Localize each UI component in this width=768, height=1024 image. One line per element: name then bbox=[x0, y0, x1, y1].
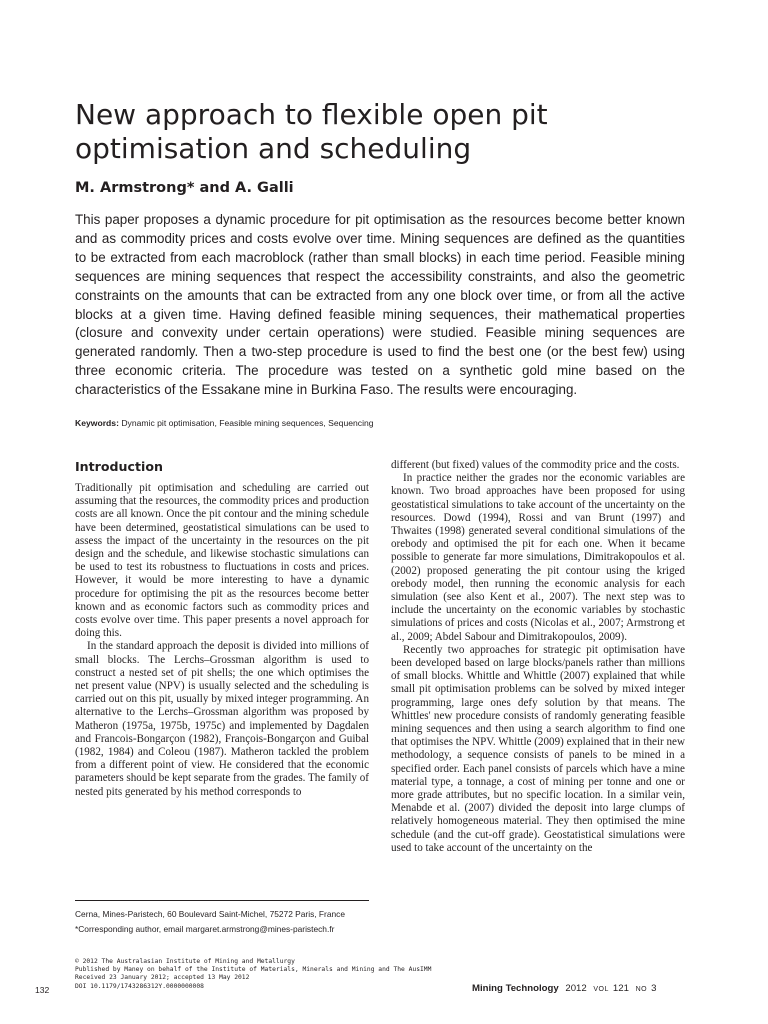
issue-number: 3 bbox=[651, 983, 657, 994]
volume-number: 121 bbox=[612, 983, 629, 994]
paragraph: Traditionally pit optimisation and scheduling are carried out assuming that the resources, the commodity prices and production costs are all known. Once the pit contour and the mining schedule have been determined, geostatistical simulations can be used to assess the impact of the uncertainty in the resources on the pit design and the schedule, and likewise stochastic simulations can be used to test its robustness to fluctuations in costs and prices. However, it would be more interesting to have a dynamic procedure for optimising the pit as the resources become better known and as economic factors such as commodity prices and costs evolve over time. This paper presents a novel approach for doing this. bbox=[75, 482, 369, 640]
keywords bbox=[75, 418, 685, 428]
received-line: Received 23 January 2012; accepted 13 May 2012 bbox=[75, 974, 250, 982]
page-number: 132 bbox=[35, 985, 50, 995]
left-column bbox=[75, 458, 369, 799]
volume-label: VOL bbox=[593, 986, 609, 993]
right-column bbox=[391, 459, 685, 855]
journal-name: Mining Technology bbox=[472, 983, 559, 994]
footnote-divider bbox=[75, 900, 369, 901]
journal-footer bbox=[472, 983, 660, 994]
issue-label: NO bbox=[635, 986, 648, 993]
journal-year: 2012 bbox=[565, 983, 587, 994]
publication-info bbox=[75, 958, 475, 991]
copyright-line: © 2012 The Australasian Institute of Mining and Metallurgy bbox=[75, 958, 295, 965]
doi-line: DOI 10.1179/1743286312Y.0000000008 bbox=[75, 982, 204, 990]
section-heading-introduction: Introduction bbox=[75, 459, 163, 474]
article-title: New approach to flexible open pit optimisation and scheduling bbox=[75, 98, 548, 165]
affiliation: Cerna, Mines-Paristech, 60 Boulevard Saint-Michel, 75272 Paris, France bbox=[75, 909, 345, 919]
paragraph: different (but fixed) values of the commodity price and the costs. bbox=[391, 459, 680, 471]
article-authors: M. Armstrong* and A. Galli bbox=[75, 180, 294, 196]
paragraph: Recently two approaches for strategic pit optimisation have been developed based on large blocks/panels rather than millions of small blocks. Whittle and Whittle (2007) explained that while small pit optimisation problems can be solved by mixed integer programming, large ones defy solution by that means. The Whittles' new procedure consists of randomly generating feasible mining sequences and then using a search algorithm to find one that optimises the NPV. Whittle (2009) explained that in their new methodology, a sequence consists of panels to be mined in a specified order. Each panel consists of parcels which have a mine material type, a tonnage, a cost of mining per tonne and one or more grade attributes, but no specific location. In a similar vein, Menabde et al. (2007) divided the deposit into large clumps of relatively homogeneous material. They then optimised the mine schedule (and the cut-off grade). Geostatistical simulations were used to take account of the uncertainty on the bbox=[391, 643, 685, 854]
publisher-line: Published by Maney on behalf of the Institute of Materials, Minerals and Mining and The AusIMM bbox=[75, 966, 432, 974]
keywords-label: Keywords: bbox=[75, 418, 119, 428]
corresponding-author: *Corresponding author, email margaret.armstrong@mines-paristech.fr bbox=[75, 924, 335, 934]
keywords-list: Dynamic pit optimisation, Feasible mining sequences, Sequencing bbox=[121, 418, 374, 428]
paragraph: In practice neither the grades nor the economic variables are known. Two broad approaches have been proposed for using geostatistical simulations to take account of the uncertainty on the resources. Dowd (1994), Rossi and van Brunt (1997) and Thwaites (1998) generated several conditional simulations of the orebody and optimised the pit for each one. When it became possible to generate far more simulations, Dimitrakopoulos et al. (2002) proposed generating the pit contour using the kriged orebody model, then running the economic analysis for each simulation (see also Kent et al., 2007). The next step was to include the uncertainty on the economic variables by stochastic simulations of prices and costs (Nicolas et al., 2007; Armstrong et al., 2009; Abdel Sabour and Dimitrakopoulos, 2009). bbox=[391, 472, 685, 643]
footnotes bbox=[75, 907, 375, 937]
abstract: This paper proposes a dynamic procedure for pit optimisation as the resources become better known and as commodity prices and costs evolve over time. Mining sequences are defined as the quantities to be extracted from each macroblock (rather than small blocks) in each time period. Feasible mining sequences are mining sequences that respect the accessibility constraints, and also the geometric constraints on the amounts that can be extracted from any one block over time, or from all the active blocks at a given time. Having defined feasible mining sequences, their mathematical properties (closure and convexity under certain operations) were studied. Feasible mining sequences are generated randomly. Then a two-step procedure is used to find the best one (or the best few) using three economic criteria. The procedure was tested on a synthetic gold mine based on the characteristics of the Essakane mine in Burkina Faso. The results were encouraging. bbox=[75, 212, 685, 398]
paragraph: In the standard approach the deposit is divided into millions of small blocks. The Lerchs–Grossman algorithm is used to construct a nested set of pit shells; the one which optimises the net present value (NPV) is usually selected and the scheduling is carried out on this pit, usually by mixed integer programming. An alternative to the Lerchs–Grossman algorithm was proposed by Matheron (1975a, 1975b, 1975c) and implemented by Dagdalen and Francois-Bongarçon (1982), François-Bongarçon and Guibal (1982, 1984) and Coleou (1987). Matheron tackled the problem from a different point of view. He considered that the economic parameters should be kept separate from the grades. The family of nested pits generated by his method corresponds to bbox=[75, 640, 369, 798]
